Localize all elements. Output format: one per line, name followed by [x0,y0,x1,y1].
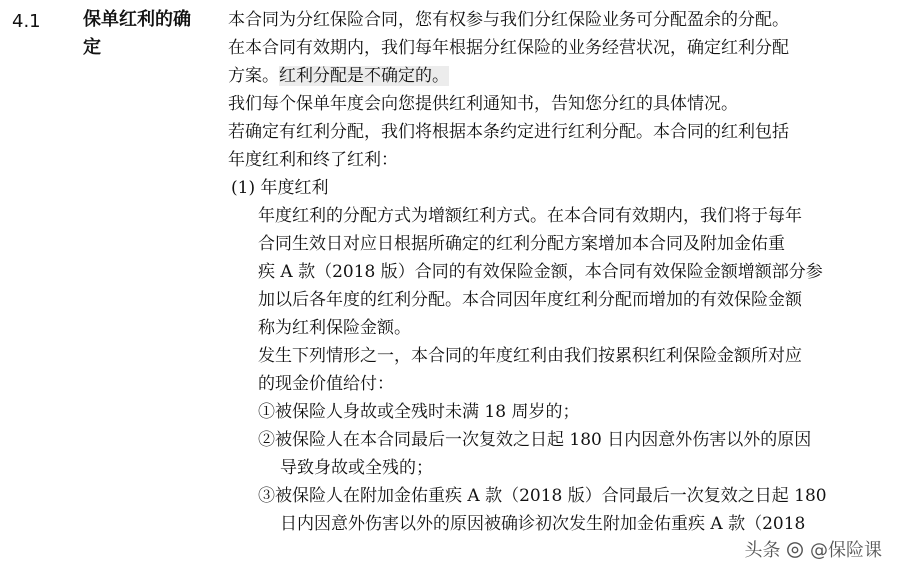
subsection-line: 发生下列情形之一，本合同的年度红利由我们按累积红利保险金额所对应 [258,346,802,366]
watermark [745,536,882,562]
at-sign-icon [786,541,804,559]
list-item-continuation: 导致身故或全残的； [280,458,433,478]
paragraph: 在本合同有效期内，我们每年根据分红保险的业务经营状况，确定红利分配 [228,38,789,58]
list-item: ③被保险人在附加金佑重疾 A 款（2018 版）合同最后一次复效之日起 180 [258,486,827,506]
subsection-line: 加以后各年度的红利分配。本合同因年度红利分配而增加的有效保险金额 [258,290,802,310]
paragraph-text: 方案。 [228,66,279,86]
watermark-brand: 头条 [744,540,781,561]
paragraph: 年度红利和终了红利： [228,150,398,170]
watermark-handle: @保险课 [810,540,882,561]
subsection-line: 的现金价值给付： [258,374,394,394]
highlighted-text: 红利分配是不确定的。 [279,66,449,86]
subsection-line: 合同生效日对应日根据所确定的红利分配方案增加本合同及附加金佑重 [258,234,785,254]
section-number: 4.1 [12,11,41,32]
section-title: 保单红利的确定 [83,9,191,58]
subsection-line: 称为红利保险金额。 [258,318,411,338]
paragraph: 我们每个保单年度会向您提供红利通知书，告知您分红的具体情况。 [228,94,738,114]
paragraph: 本合同为分红保险合同，您有权参与我们分红保险业务可分配盈余的分配。 [228,10,789,30]
list-item: ②被保险人在本合同最后一次复效之日起 180 日内因意外伤害以外的原因 [258,430,812,450]
list-item: ①被保险人身故或全残时未满 18 周岁的； [258,402,580,422]
subsection-heading: (1) 年度红利 [231,178,329,198]
section-body [228,6,888,538]
paragraph: 若确定有红利分配，我们将根据本条约定进行红利分配。本合同的红利包括 [228,122,789,142]
paragraph [228,62,888,90]
subsection-line: 疾 A 款（2018 版）合同的有效保险金额，本合同有效保险金额增额部分参 [258,262,823,282]
list-item-continuation: 日内因意外伤害以外的原因被确诊初次发生附加金佑重疾 A 款（2018 [280,514,806,534]
subsection-line: 年度红利的分配方式为增额红利方式。在本合同有效期内，我们将于每年 [258,206,802,226]
